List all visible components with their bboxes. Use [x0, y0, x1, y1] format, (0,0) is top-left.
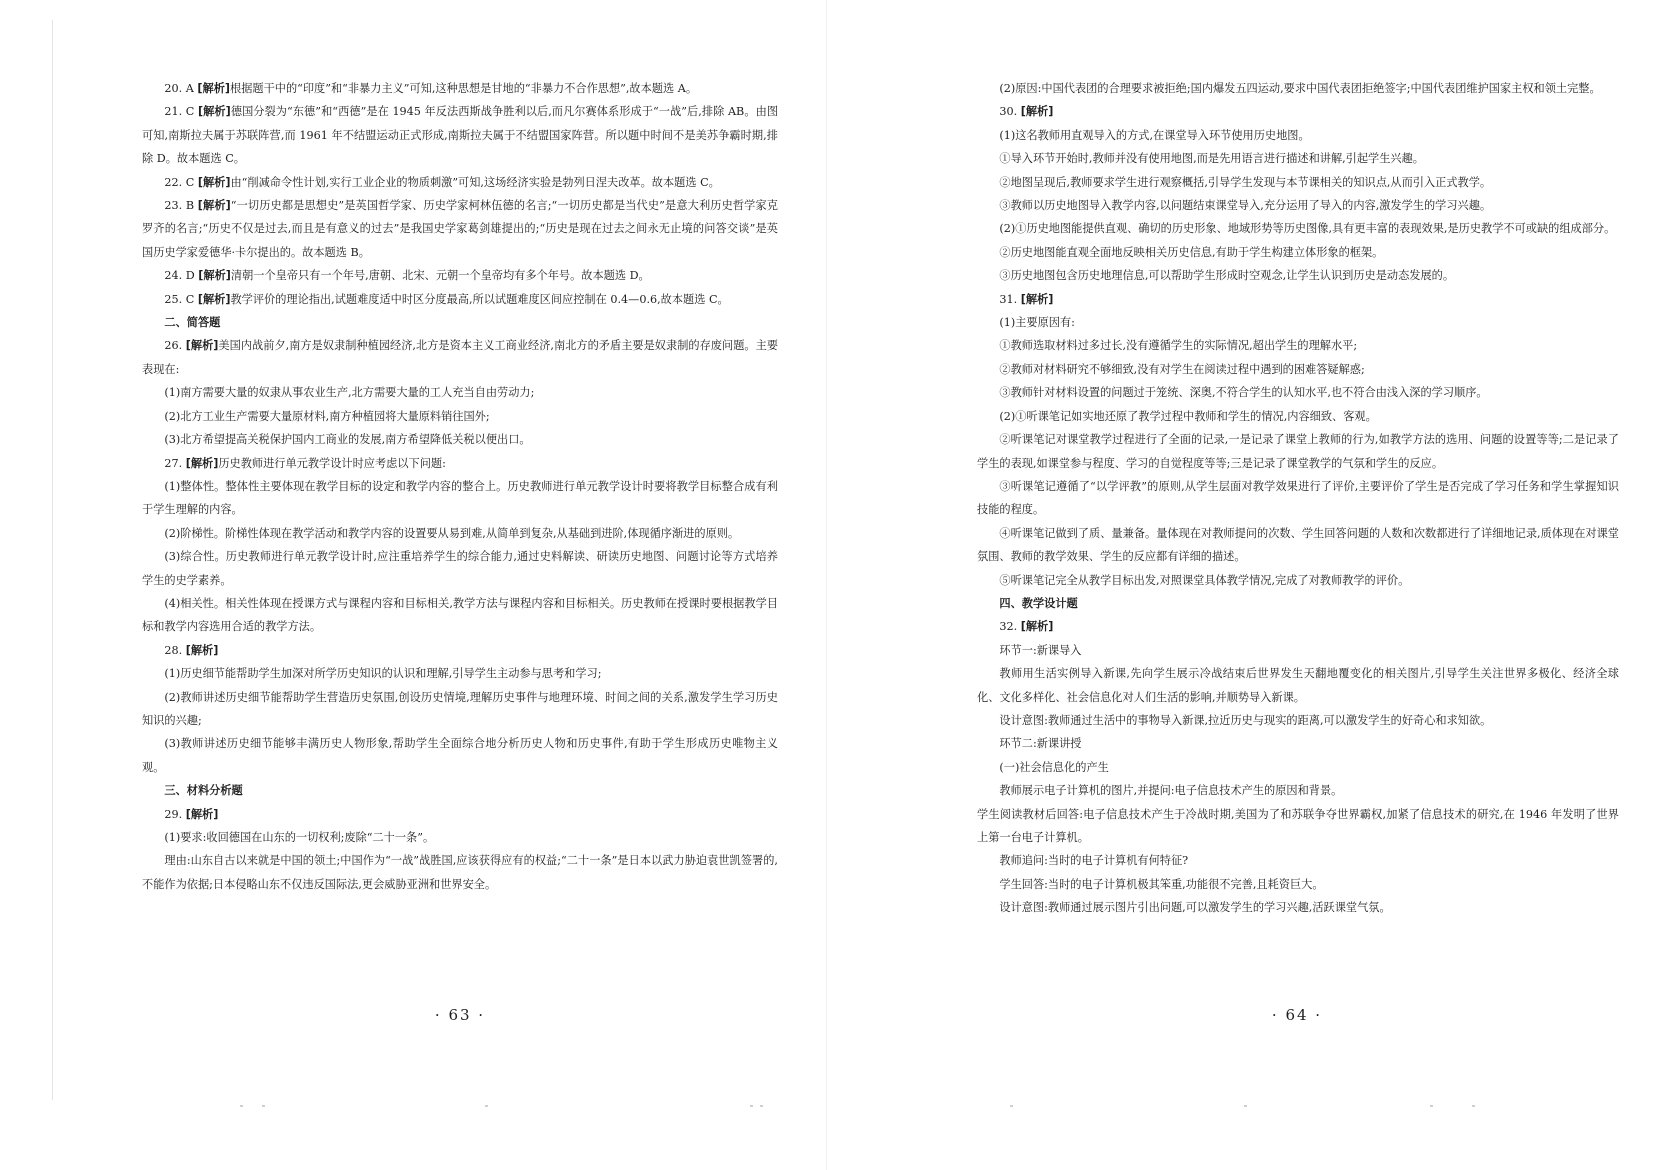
answer-paragraph: [977, 522, 1619, 569]
question-number: 28.: [164, 643, 183, 657]
answer-paragraph: [142, 334, 778, 381]
analysis-tag: [解析]: [197, 199, 231, 213]
paragraph-text: 环节二:新课讲授: [999, 737, 1082, 751]
page-number-left: · 63 ·: [434, 1006, 486, 1024]
answer-paragraph: [142, 171, 778, 194]
paragraph-text: ①教师选取材料过多过长,没有遵循学生的实际情况,超出学生的理解水平;: [999, 339, 1358, 353]
paragraph-text: (2)①历史地图能提供直观、确切的历史形象、地域形势等历史图像,具有更丰富的表现效果,是历史教学不可或缺的组成部分。: [999, 222, 1616, 236]
answer-paragraph: [977, 124, 1619, 147]
paragraph-text: ②历史地图能直观全面地反映相关历史信息,有助于学生构建立体形象的框架。: [999, 245, 1384, 259]
right-text-column: [977, 77, 1619, 920]
analysis-tag: [解析]: [185, 339, 219, 353]
answer-paragraph: [142, 662, 778, 685]
paragraph-text: 学生回答:当时的电子计算机极其笨重,功能很不完善,且耗资巨大。: [999, 877, 1324, 891]
answer-paragraph: [977, 849, 1619, 872]
answer-paragraph: [977, 334, 1619, 357]
answer-paragraph: [977, 194, 1619, 217]
paragraph-text: 教师展示电子计算机的图片,并提问:电子信息技术产生的原因和背景。: [999, 784, 1343, 798]
paragraph-text: (1)历史细节能帮助学生加深对所学历史知识的认识和理解,引导学生主动参与思考和学习;: [164, 667, 602, 681]
answer-paragraph: [142, 826, 778, 849]
paragraph-text: (1)南方需要大量的奴隶从事农业生产,北方需要大量的工人充当自由劳动力;: [164, 386, 535, 400]
paragraph-text: 德国分裂为“东德”和“西德”是在 1945 年反法西斯战争胜利以后,而凡尔赛体系形成于“一战”后,排除 AB。由图可知,南斯拉夫属于苏联阵营,而 1961 年不结盟运动正式形成,南斯拉夫属于不结盟国家阵营。所以题中时间不是美苏争霸时期,排除 D。故本题选 C。: [142, 105, 779, 166]
answer-paragraph: [142, 288, 778, 311]
answer-paragraph: [142, 194, 778, 264]
answer-paragraph: [977, 100, 1619, 123]
paragraph-text: 理由:山东自古以来就是中国的领土;中国作为“一战”战胜国,应该获得应有的权益;“二十一条”是日本以武力胁迫袁世凯签署的,不能作为依据;日本侵略山东不仅违反国际法,更会威胁亚洲和世界安全。: [142, 854, 778, 891]
answer-paragraph: [977, 709, 1619, 732]
question-number: 25. C: [164, 292, 195, 306]
scan-noise: [0, 1105, 1654, 1108]
paragraph-text: ③听课笔记遵循了“以学评教”的原则,从学生层面对教学效果进行了评价,主要评价了学生是否完成了学习任务和学生掌握知识技能的程度。: [977, 479, 1619, 517]
answer-paragraph: [977, 569, 1619, 592]
paragraph-text: (2)北方工业生产需要大量原材料,南方种植园将大量原料销往国外;: [164, 409, 490, 423]
answer-paragraph: [142, 686, 778, 733]
analysis-tag: [解析]: [185, 456, 219, 470]
question-number: 23. B: [164, 199, 195, 213]
paragraph-text: ③历史地图包含历史地理信息,可以帮助学生形成时空观念,让学生认识到历史是动态发展的。: [999, 269, 1455, 283]
paragraph-text: 教师用生活实例导入新课,先向学生展示冷战结束后世界发生天翻地覆变化的相关图片,引导学生关注世界多极化、经济全球化、文化多样化、社会信息化对人们生活的影响,并顺势导入新课。: [977, 667, 1619, 704]
paragraph-text: ③教师针对材料设置的问题过于笼统、深奥,不符合学生的认知水平,也不符合由浅入深的学习顺序。: [999, 386, 1488, 400]
paragraph-text: 教师追问:当时的电子计算机有何特征?: [999, 854, 1189, 868]
answer-paragraph: [142, 381, 778, 404]
answer-paragraph: [142, 405, 778, 428]
analysis-tag: [解析]: [197, 105, 231, 119]
section-heading: 三、材料分析题: [164, 784, 243, 798]
answer-paragraph: [977, 381, 1619, 404]
paragraph-text: 教学评价的理论指出,试题难度适中时区分度最高,所以试题难度区间应控制在 0.4—0.6,故本题选 C。: [230, 292, 729, 306]
paragraph-text: (1)主要原因有:: [999, 316, 1075, 330]
paragraph-text: 由“削减命令性计划,实行工业企业的物质刺激”可知,这场经济实验是勃列日涅夫改革。故本题选 C。: [230, 175, 720, 189]
answer-paragraph: [142, 592, 778, 639]
answer-paragraph: [142, 452, 778, 475]
question-number: 21. C: [164, 105, 195, 119]
paragraph-text: (2)原因:中国代表团的合理要求被拒绝;国内爆发五四运动,要求中国代表团拒绝签字;中国代表团维护国家主权和领土完整。: [999, 82, 1601, 95]
paragraph-text: 设计意图:教师通过生活中的事物导入新课,拉近历史与现实的距离,可以激发学生的好奇心和求知欲。: [999, 713, 1492, 727]
paragraph-text: (2)教师讲述历史细节能帮助学生营造历史氛围,创设历史情境,理解历史事件与地理环境、时间之间的关系,激发学生学习历史知识的兴趣;: [142, 690, 778, 727]
paragraph-text: ⑤听课笔记完全从教学目标出发,对照课堂具体教学情况,完成了对教师教学的评价。: [999, 573, 1410, 587]
answer-paragraph: [977, 264, 1619, 287]
answer-paragraph: [977, 779, 1619, 802]
question-number: 32.: [999, 620, 1018, 634]
paragraph-text: ②听课笔记对课堂教学过程进行了全面的记录,一是记录了课堂上教师的行为,如教学方法的选用、问题的设置等等;二是记录了学生的表现,如课堂参与程度、学习的自觉程度等等;三是记录了课堂教学的气氛和学生的反应。: [977, 433, 1619, 470]
analysis-tag: [解析]: [1020, 105, 1054, 119]
paragraph-text: (一)社会信息化的产生: [999, 760, 1109, 774]
paragraph-text: ③教师以历史地图导入教学内容,以问题结束课堂导入,充分运用了导入的内容,激发学生的学习兴趣。: [999, 199, 1492, 213]
answer-paragraph: [977, 288, 1619, 311]
answer-paragraph: [142, 522, 778, 545]
analysis-tag: [解析]: [197, 292, 231, 306]
answer-paragraph: [977, 732, 1619, 755]
paragraph-text: (3)教师讲述历史细节能够丰满历史人物形象,帮助学生全面综合地分析历史人物和历史事件,有助于学生形成历史唯物主义观。: [142, 737, 778, 774]
analysis-tag: [解析]: [198, 269, 231, 283]
answer-paragraph: [142, 639, 778, 662]
answer-paragraph: [977, 803, 1619, 850]
paragraph-text: ②教师对材料研究不够细致,没有对学生在阅读过程中遇到的困难答疑解惑;: [999, 362, 1365, 376]
answer-paragraph: [977, 241, 1619, 264]
answer-paragraph: [977, 756, 1619, 779]
question-number: 20. A: [164, 82, 194, 95]
paragraph-text: 环节一:新课导入: [999, 643, 1082, 657]
paragraph-text: 历史教师进行单元教学设计时应考虑以下问题:: [218, 456, 446, 470]
analysis-tag: [解析]: [1020, 292, 1054, 306]
paragraph-text: (2)①听课笔记如实地还原了教学过程中教师和学生的情况,内容细致、客观。: [999, 409, 1377, 423]
answer-paragraph: [977, 639, 1619, 662]
answer-paragraph: [977, 147, 1619, 170]
page-number-right: · 64 ·: [1271, 1006, 1323, 1024]
answer-paragraph: [142, 77, 778, 100]
question-number: 31.: [999, 292, 1018, 306]
paragraph-text: 根据题干中的“印度”和“非暴力主义”可知,这种思想是甘地的“非暴力不合作思想”,故本题选 A。: [230, 82, 698, 95]
analysis-tag: [解析]: [197, 175, 231, 189]
analysis-tag: [解析]: [197, 82, 230, 95]
answer-paragraph: [977, 217, 1619, 240]
right-page: [827, 0, 1654, 1170]
paragraph-text: (2)阶梯性。阶梯性体现在教学活动和教学内容的设置要从易到难,从简单到复杂,从基础到进阶,体现循序渐进的原则。: [164, 526, 740, 540]
answer-paragraph: [977, 873, 1619, 896]
answer-paragraph: [977, 311, 1619, 334]
answer-paragraph: [977, 662, 1619, 709]
paragraph-text: “一切历史都是思想史”是英国哲学家、历史学家柯林伍德的名言;“一切历史都是当代史”是意大利历史哲学家克罗齐的名言;“历史不仅是过去,而且是有意义的过去”是我国史学家葛剑雄提出的;“历史是现在过去之间永无止境的问答交谈”是英国历史学家爱德华·卡尔提出的。故本题选 B。: [142, 199, 778, 259]
answer-paragraph: [977, 77, 1619, 100]
answer-paragraph: [142, 803, 778, 826]
question-number: 22. C: [164, 175, 195, 189]
paragraph-text: (1)整体性。整体性主要体现在教学目标的设定和教学内容的整合上。历史教师进行单元教学设计时要将教学目标整合成有利于学生理解的内容。: [142, 479, 778, 517]
section-heading: 四、教学设计题: [999, 596, 1078, 610]
paragraph-text: (1)要求:收回德国在山东的一切权利;废除“二十一条”。: [164, 831, 435, 844]
section-heading: 二、简答题: [164, 316, 221, 330]
left-text-column: [142, 77, 778, 896]
paragraph-text: 清朝一个皇帝只有一个年号,唐朝、北宋、元朝一个皇帝均有多个年号。故本题选 D。: [230, 269, 650, 283]
answer-paragraph: [142, 475, 778, 522]
paragraph-text: ①导入环节开始时,教师并没有使用地图,而是先用语言进行描述和讲解,引起学生兴趣。: [999, 152, 1424, 166]
answer-paragraph: [977, 896, 1619, 919]
question-number: 24. D: [164, 269, 195, 283]
paragraph-text: (1)这名教师用直观导入的方式,在课堂导入环节使用历史地图。: [999, 128, 1310, 142]
answer-paragraph: [142, 264, 778, 287]
paragraph-text: ②地图呈现后,教师要求学生进行观察概括,引导学生发现与本节课相关的知识点,从而引入正式教学。: [999, 175, 1492, 189]
answer-paragraph: [977, 615, 1619, 638]
analysis-tag: [解析]: [185, 807, 219, 821]
paragraph-text: 设计意图:教师通过展示图片引出问题,可以激发学生的学习兴趣,活跃课堂气氛。: [999, 901, 1391, 915]
paragraph-text: 学生阅读教材后回答:电子信息技术产生于冷战时期,美国为了和苏联争夺世界霸权,加紧了信息技术的研究,在 1946 年发明了世界上第一台电子计算机。: [977, 807, 1619, 844]
answer-paragraph: [142, 849, 778, 896]
paragraph-text: ④听课笔记做到了质、量兼备。量体现在对教师提问的次数、学生回答问题的人数和次数都进行了详细地记录,质体现在对课堂氛围、教师的教学效果、学生的反应都有详细的描述。: [977, 526, 1619, 564]
paragraph-text: 美国内战前夕,南方是奴隶制种植园经济,北方是资本主义工商业经济,南北方的矛盾主要是奴隶制的存废问题。主要表现在:: [142, 339, 779, 376]
question-number: 27.: [164, 456, 183, 470]
answer-paragraph: [977, 171, 1619, 194]
paragraph-text: (3)北方希望提高关税保护国内工商业的发展,南方希望降低关税以便出口。: [164, 433, 531, 447]
answer-paragraph: [977, 358, 1619, 381]
answer-paragraph: [977, 428, 1619, 475]
answer-paragraph: [142, 732, 778, 779]
answer-paragraph: [977, 475, 1619, 522]
answer-paragraph: [142, 428, 778, 451]
answer-paragraph: [142, 100, 778, 170]
analysis-tag: [解析]: [1020, 620, 1054, 634]
answer-paragraph: [977, 405, 1619, 428]
question-number: 30.: [999, 105, 1018, 119]
analysis-tag: [解析]: [185, 643, 219, 657]
paragraph-text: (4)相关性。相关性体现在授课方式与课程内容和目标相关,教学方法与课程内容和目标相关。历史教师在授课时要根据教学目标和教学内容选用合适的教学方法。: [142, 596, 778, 634]
question-number: 26.: [164, 339, 183, 353]
answer-paragraph: [142, 545, 778, 592]
paragraph-text: (3)综合性。历史教师进行单元教学设计时,应注重培养学生的综合能力,通过史料解读、研读历史地图、问题讨论等方式培养学生的史学素养。: [142, 550, 778, 587]
question-number: 29.: [164, 807, 183, 821]
